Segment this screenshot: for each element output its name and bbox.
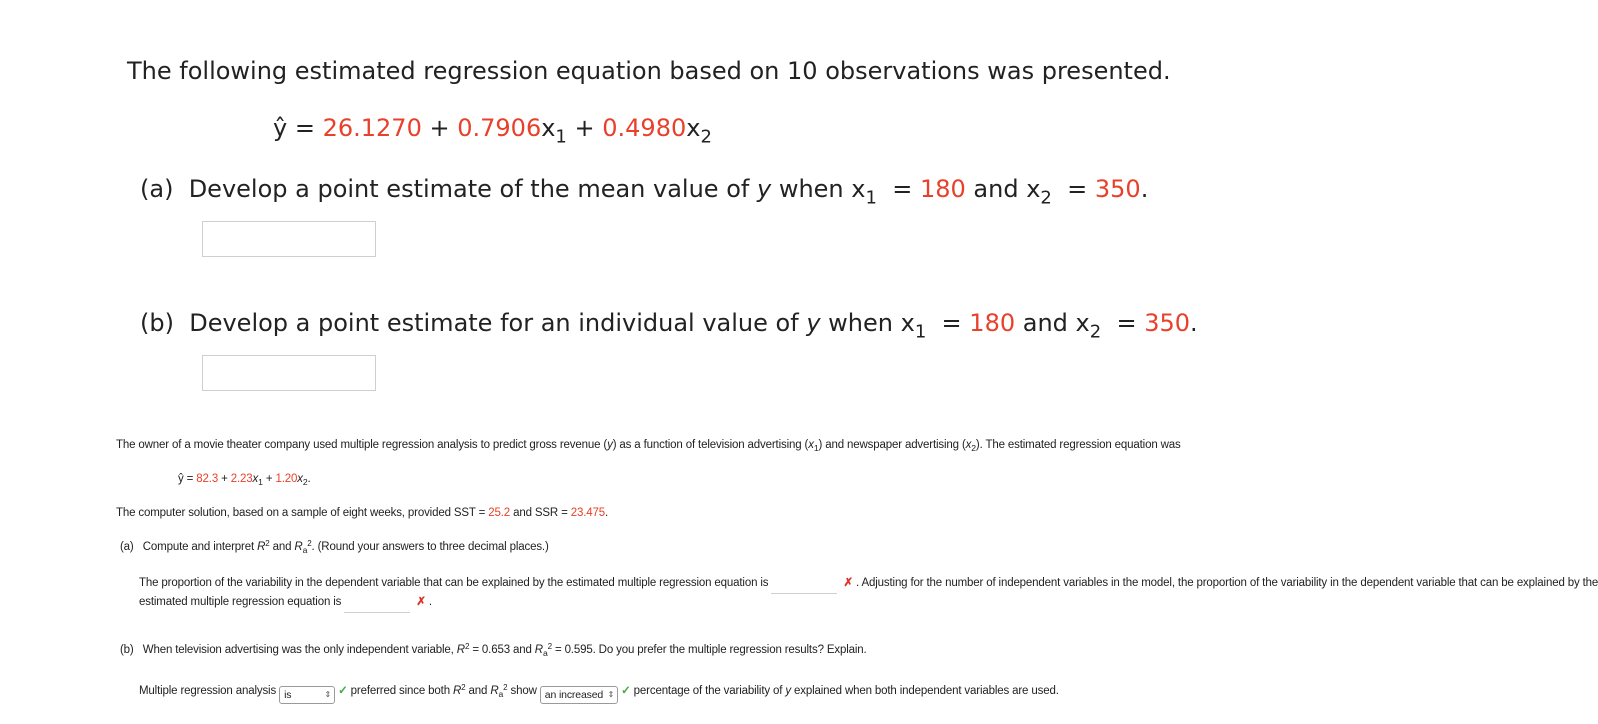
r-symbol: R xyxy=(257,541,266,553)
equals-sign: = xyxy=(892,175,913,203)
ra-superscript: 2 xyxy=(547,641,552,651)
q1-part-b-prompt xyxy=(140,309,1198,343)
var-x2: x xyxy=(1026,175,1041,203)
x2-subscript: 2 xyxy=(1089,321,1102,343)
yhat-symbol: ŷ xyxy=(178,473,184,485)
coefficient-x2: 1.20 xyxy=(275,473,298,485)
incorrect-x-icon: ✗ xyxy=(843,577,853,589)
ra-symbol: R xyxy=(294,541,303,553)
var-y: y xyxy=(806,309,821,337)
var-x1: x xyxy=(541,114,556,142)
ssr-value: 23.475 xyxy=(570,507,605,519)
var-x2: x xyxy=(297,473,303,485)
ra-subscript: a xyxy=(498,689,504,700)
ra-symbol: R xyxy=(534,644,543,656)
and-word: and xyxy=(272,541,292,553)
equals-sign-2: = xyxy=(1116,309,1137,337)
part-a-label: (a) xyxy=(140,175,174,203)
ra-subscript: a xyxy=(542,648,548,659)
show-word: show xyxy=(510,685,537,697)
select-arrows-icon: ⇕ xyxy=(324,690,332,699)
when-word: when xyxy=(778,175,844,203)
part-b-text: Develop a point estimate for an individual value of xyxy=(189,309,799,337)
computer-text-2: and SSR = xyxy=(513,507,568,519)
r-superscript: 2 xyxy=(464,641,470,651)
var-x1: x xyxy=(808,439,814,451)
intercept-value: 26.1270 xyxy=(322,114,422,142)
ra2-given-value: = 0.595. Do you prefer the multiple regression results? Explain. xyxy=(554,644,867,656)
yhat-symbol: ŷ xyxy=(273,114,288,142)
ra2-answer-input[interactable] xyxy=(344,596,410,613)
equals-sign: = xyxy=(294,114,315,142)
x1-subscript: 1 xyxy=(555,126,567,148)
coefficient-x1: 2.23 xyxy=(230,473,253,485)
q2-part-b-prompt xyxy=(120,641,867,659)
var-x2: x xyxy=(965,439,972,451)
equals-sign: = xyxy=(941,309,962,337)
intro-text-1: The owner of a movie theater company used multiple regression analysis to predict gross revenue ( xyxy=(116,439,608,451)
part-b-answer-input[interactable] xyxy=(202,355,376,391)
intro-text-2: ) as a function of television advertising ( xyxy=(612,439,809,451)
var-x1: x xyxy=(851,175,866,203)
and-word: and xyxy=(973,175,1019,203)
r2-given-value: = 0.653 and xyxy=(472,644,532,656)
x1-value: 180 xyxy=(919,175,966,203)
q2-equation xyxy=(178,473,311,488)
var-x1: x xyxy=(900,309,915,337)
q2-part-b-answer xyxy=(139,683,1059,704)
q2-part-a-prompt xyxy=(120,538,549,556)
ra-symbol: R xyxy=(490,685,499,697)
x1-subscript: 1 xyxy=(258,477,263,488)
and-word: and xyxy=(468,685,488,697)
var-x2: x xyxy=(1075,309,1090,337)
answer-text-3: estimated multiple regression equation is xyxy=(139,596,342,608)
change-select[interactable] xyxy=(540,686,618,704)
when-word: when xyxy=(828,309,893,337)
part-a-answer-input[interactable] xyxy=(202,221,376,257)
answer-text-4: explained when both independent variables are used. xyxy=(794,685,1059,697)
q2-part-a-answer-line2 xyxy=(139,594,432,613)
plus-sign: + xyxy=(221,473,228,485)
q1-part-a-prompt xyxy=(140,175,1149,209)
period: . xyxy=(1190,309,1198,337)
q1-intro: The following estimated regression equation based on 10 observations was presented. xyxy=(127,57,1171,85)
q2-computer-solution xyxy=(116,507,608,519)
plus-sign: + xyxy=(429,114,450,142)
coefficient-x1: 0.7906 xyxy=(457,114,542,142)
part-b-label: (b) xyxy=(120,644,134,656)
correct-check-icon: ✓ xyxy=(621,685,631,697)
equals-sign: = xyxy=(186,473,194,485)
period: . xyxy=(428,596,432,608)
part-a-instructions: . (Round your answers to three decimal places.) xyxy=(311,541,549,553)
period: . xyxy=(307,473,311,485)
answer-text-1: Multiple regression analysis xyxy=(139,685,277,697)
r-symbol: R xyxy=(453,685,462,697)
intro-text-3: ) and newspaper advertising ( xyxy=(818,439,966,451)
q2-intro xyxy=(116,439,1181,454)
answer-text-3: percentage of the variability of xyxy=(633,685,783,697)
period: . xyxy=(605,507,609,519)
x2-subscript: 2 xyxy=(700,126,712,148)
q2-part-a-answer-line1 xyxy=(139,575,1598,594)
part-a-text: Develop a point estimate of the mean value of xyxy=(188,175,750,203)
x1-subscript: 1 xyxy=(813,443,819,454)
incorrect-x-icon: ✗ xyxy=(416,596,426,608)
var-x1: x xyxy=(252,473,259,485)
part-b-text: When television advertising was the only independent variable, xyxy=(142,644,454,656)
ra-subscript: a xyxy=(302,545,308,556)
x2-subscript: 2 xyxy=(971,443,976,454)
intro-text-4: ). The estimated regression equation was xyxy=(975,439,1181,451)
select-arrows-icon: ⇕ xyxy=(607,690,615,699)
intercept-value: 82.3 xyxy=(196,473,219,485)
part-b-label: (b) xyxy=(140,309,174,337)
x2-subscript: 2 xyxy=(1040,187,1052,209)
x1-value: 180 xyxy=(969,309,1016,337)
correct-check-icon: ✓ xyxy=(338,685,348,697)
computer-text-1: The computer solution, based on a sample of eight weeks, provided SST = xyxy=(116,507,486,519)
x1-subscript: 1 xyxy=(914,321,927,343)
part-a-text: Compute and interpret xyxy=(142,541,255,553)
part-a-label: (a) xyxy=(120,541,134,553)
x2-value: 350 xyxy=(1144,309,1191,337)
coefficient-x2: 0.4980 xyxy=(602,114,687,142)
ra-superscript: 2 xyxy=(307,538,312,548)
var-y: y xyxy=(785,685,791,697)
plus-sign-2: + xyxy=(265,473,273,485)
plus-sign-2: + xyxy=(574,114,595,142)
sst-value: 25.2 xyxy=(488,507,511,519)
ra-superscript: 2 xyxy=(503,682,508,692)
preference-select-value: is xyxy=(284,689,292,701)
var-y: y xyxy=(607,439,613,451)
answer-text-2: preferred since both xyxy=(350,685,450,697)
x1-subscript: 1 xyxy=(865,187,877,209)
r-superscript: 2 xyxy=(265,538,270,548)
preference-select[interactable] xyxy=(279,686,335,704)
period: . xyxy=(1140,175,1149,203)
var-x2: x xyxy=(686,114,701,142)
equals-sign-2: = xyxy=(1067,175,1088,203)
x2-subscript: 2 xyxy=(302,477,308,488)
change-select-value: an increased xyxy=(544,689,604,701)
and-word: and xyxy=(1022,309,1068,337)
r2-answer-input[interactable] xyxy=(771,577,837,594)
answer-text-2: . Adjusting for the number of independent variables in the model, the proportion of the variability in the dependent variable that can be explained by the xyxy=(856,577,1598,589)
var-y: y xyxy=(756,175,772,203)
r-superscript: 2 xyxy=(461,682,466,692)
answer-text-1: The proportion of the variability in the dependent variable that can be explained by the estimated multiple regression equation is xyxy=(139,577,769,589)
r-symbol: R xyxy=(456,644,465,656)
x2-value: 350 xyxy=(1094,175,1141,203)
q1-equation xyxy=(273,114,712,148)
